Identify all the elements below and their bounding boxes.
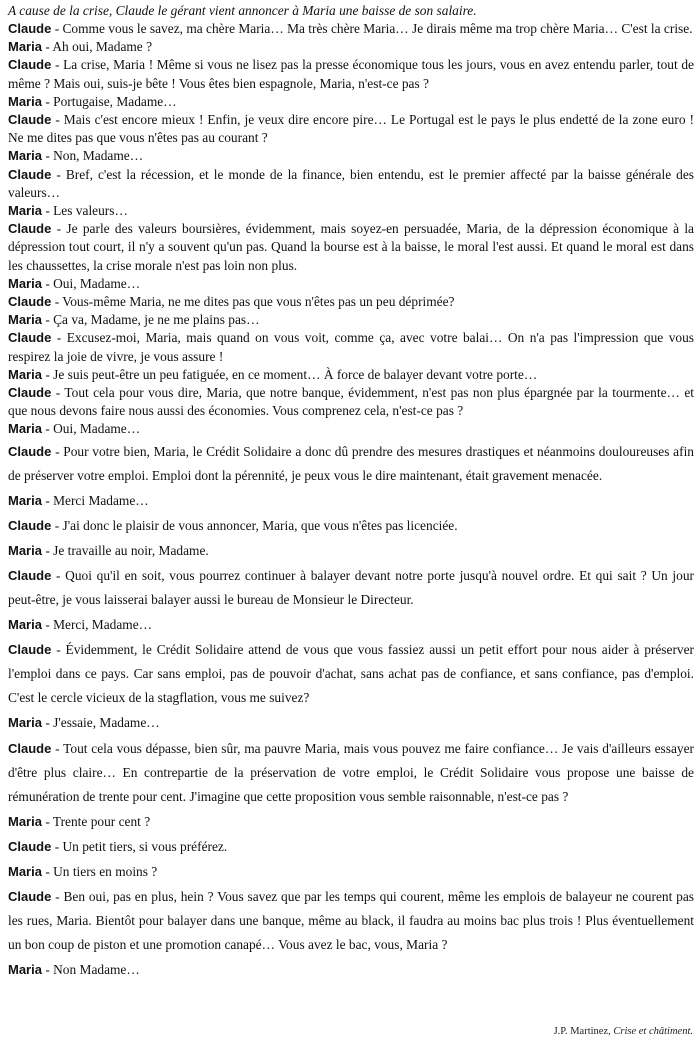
dialogue-line (8, 737, 694, 809)
credit-author: J.P. Martinez, (553, 1026, 614, 1037)
dialogue-line (8, 514, 694, 538)
line-text: - Comme vous le savez, ma chère Maria… Ma très chère Maria… Je dirais même ma trop chère Maria… C'est la crise. (51, 21, 693, 36)
dialogue-line (8, 366, 694, 384)
speaker-name: Maria (8, 961, 42, 977)
speaker-name: Claude (8, 838, 52, 854)
speaker-name: Claude (8, 294, 52, 310)
dialogue-line (8, 564, 694, 612)
speaker-name: Claude (8, 330, 52, 346)
line-text: - Un petit tiers, si vous préférez. (51, 838, 228, 854)
dialogue-line (8, 56, 694, 92)
line-text: - Merci Madame… (41, 492, 149, 508)
line-text: - Portugaise, Madame… (41, 93, 177, 109)
speaker-name: Claude (8, 642, 52, 658)
dialogue-part-one (8, 20, 694, 439)
line-text: - Vous-même Maria, ne me dites pas que vous n'êtes pas un peu déprimée? (51, 294, 455, 310)
dialogue-line (8, 885, 694, 957)
speaker-name: Maria (8, 39, 42, 55)
speaker-name: Claude (8, 112, 52, 128)
dialogue-line (8, 835, 694, 859)
speaker-name: Maria (8, 492, 42, 508)
line-text: - Je travaille au noir, Madame. (41, 543, 209, 559)
dialogue-line (8, 275, 694, 293)
dialogue-line (8, 489, 694, 513)
intro-text: A cause de la crise, Claude le gérant vient annoncer à Maria une baisse de son salaire. (8, 3, 477, 18)
line-text: - Je suis peut-être un peu fatiguée, en ce moment… À force de balayer devant votre porte… (41, 366, 538, 382)
line-text: - Non Madame… (41, 961, 140, 977)
dialogue-line (8, 539, 694, 563)
speaker-name: Maria (8, 715, 42, 731)
speaker-name: Claude (8, 166, 52, 182)
dialogue-line (8, 860, 694, 884)
speaker-name: Maria (8, 617, 42, 633)
line-text: - Je parle des valeurs boursières, évidemment, mais soyez-en persuadée, Maria, de la dépression économique à la dépression tout court, il n'y a souvent qu'un pas. Quand la bourse est à la baisse, le moral l'est aussi. Et quand le moral est dans les chaussettes, la crise morale n'est pas loin non plus. (8, 221, 694, 273)
line-text: - Bref, c'est la récession, et le monde de la finance, bien entendu, est le premier affecté par la baisse générale des valeurs… (8, 166, 694, 200)
line-text: - Évidemment, le Crédit Solidaire attend de vous que vous fassiez aussi un petit effort pour nous aider à préserver l'emploi dans ce pays. Car sans emploi, pas de pouvoir d'achat, sans achat pas de confiance, et sans confiance, pas d'emploi. C'est le cercle vicieux de la stagflation, vous me suivez? (8, 642, 694, 706)
speaker-name: Maria (8, 813, 42, 829)
dialogue-line (8, 38, 694, 56)
line-text: - Ben oui, pas en plus, hein ? Vous savez que par les temps qui courent, même les emplois de balayeur ne courent pas les rues, Maria. Bientôt pour balayer dans une banque, même au black, il faudra au moins bac plus trois ! Plus éventuellement un bon coup de piston et une promotion canapé… Vous avez le bac, vous, Maria ? (8, 888, 694, 952)
document-page (8, 2, 694, 982)
dialogue-line (8, 93, 694, 111)
line-text: - Mais c'est encore mieux ! Enfin, je veux dire encore pire… Le Portugal est le pays le plus endetté de la zone euro ! Ne me dites pas que vous n'êtes pas au courant ? (8, 112, 694, 146)
line-text: - Quoi qu'il en soit, vous pourrez continuer à balayer devant notre porte jusqu'à nouvel ordre. Et qui sait ? Un jour peut-être, je vous laisserai balayer aussi le bureau de Monsieur le Directeur. (8, 568, 694, 608)
line-text: - Un tiers en moins ? (41, 863, 158, 879)
dialogue-line (8, 202, 694, 220)
speaker-name: Maria (8, 366, 42, 382)
speaker-name: Claude (8, 888, 52, 904)
line-text: - Oui, Madame… (41, 275, 141, 291)
line-text: - J'essaie, Madame… (41, 715, 160, 731)
line-text: - La crise, Maria ! Même si vous ne lisez pas la presse économique tous les jours, vous en avez entendu parler, tout de même ? Mais oui, suis-je bête ! Vous êtes bien espagnole, Maria, n'est-ce pas ? (8, 57, 694, 91)
line-text: - Oui, Madame… (41, 421, 141, 437)
speaker-name: Maria (8, 275, 42, 291)
speaker-name: Maria (8, 543, 42, 559)
dialogue-line (8, 420, 694, 438)
line-text: - Trente pour cent ? (41, 813, 151, 829)
speaker-name: Claude (8, 568, 52, 584)
line-text: - Les valeurs… (41, 203, 128, 219)
dialogue-line (8, 220, 694, 275)
dialogue-line (8, 958, 694, 982)
speaker-name: Claude (8, 385, 52, 401)
speaker-name: Maria (8, 148, 42, 164)
dialogue-line (8, 613, 694, 637)
speaker-name: Maria (8, 863, 42, 879)
speaker-name: Maria (8, 312, 42, 328)
dialogue-line (8, 638, 694, 710)
speaker-name: Claude (8, 517, 52, 533)
speaker-name: Claude (8, 443, 52, 459)
line-text: - Non, Madame… (41, 148, 144, 164)
line-text: - J'ai donc le plaisir de vous annoncer, Maria, que vous n'êtes pas licenciée. (51, 517, 458, 533)
line-text: - Merci, Madame… (41, 617, 153, 633)
dialogue-line (8, 20, 694, 38)
speaker-name: Claude (8, 57, 52, 73)
dialogue-line (8, 440, 694, 488)
speaker-name: Claude (8, 21, 52, 36)
line-text: - Tout cela vous dépasse, bien sûr, ma pauvre Maria, mais vous pouvez me faire confiance… Je vais d'ailleurs essayer d'être plus claire… En contrepartie de la préservation de votre emploi, le Crédit Solidaire vous propose une baisse de rémunération de trente pour cent. J'imagine que cette proposition vous semble raisonnable, n'est-ce pas ? (8, 740, 694, 804)
dialogue-line (8, 311, 694, 329)
speaker-name: Claude (8, 221, 52, 237)
dialogue-line (8, 111, 694, 147)
line-text: - Ah oui, Madame ? (41, 39, 153, 55)
dialogue-line (8, 329, 694, 365)
source-credit (554, 1026, 693, 1037)
dialogue-line (8, 293, 694, 311)
dialogue-line (8, 147, 694, 165)
dialogue-line (8, 711, 694, 735)
speaker-name: Maria (8, 421, 42, 437)
dialogue-line (8, 384, 694, 420)
credit-work-title: Crise et châtiment. (613, 1026, 693, 1037)
line-text: - Tout cela pour vous dire, Maria, que notre banque, évidemment, n'est pas non plus épargnée par la tourmente… et que nous devons faire nous aussi des économies. Vous comprenez cela, n'est-ce pas ? (8, 385, 694, 419)
speaker-name: Maria (8, 203, 42, 219)
dialogue-line (8, 166, 694, 202)
dialogue-line (8, 810, 694, 834)
speaker-name: Claude (8, 740, 52, 756)
line-text: - Pour votre bien, Maria, le Crédit Solidaire a donc dû prendre des mesures drastiques et néanmoins douloureuses afin de préserver votre emploi. Emploi dont la pérennité, je peux vous le dire maintenant, était gravement menacée. (8, 443, 694, 483)
dialogue-part-two (8, 440, 694, 982)
speaker-name: Maria (8, 93, 42, 109)
line-text: - Ça va, Madame, je ne me plains pas… (41, 312, 260, 328)
line-text: - Excusez-moi, Maria, mais quand on vous voit, comme ça, avec votre balai… On n'a pas l'impression que vous respirez la joie de vivre, je vous assure ! (8, 330, 694, 364)
